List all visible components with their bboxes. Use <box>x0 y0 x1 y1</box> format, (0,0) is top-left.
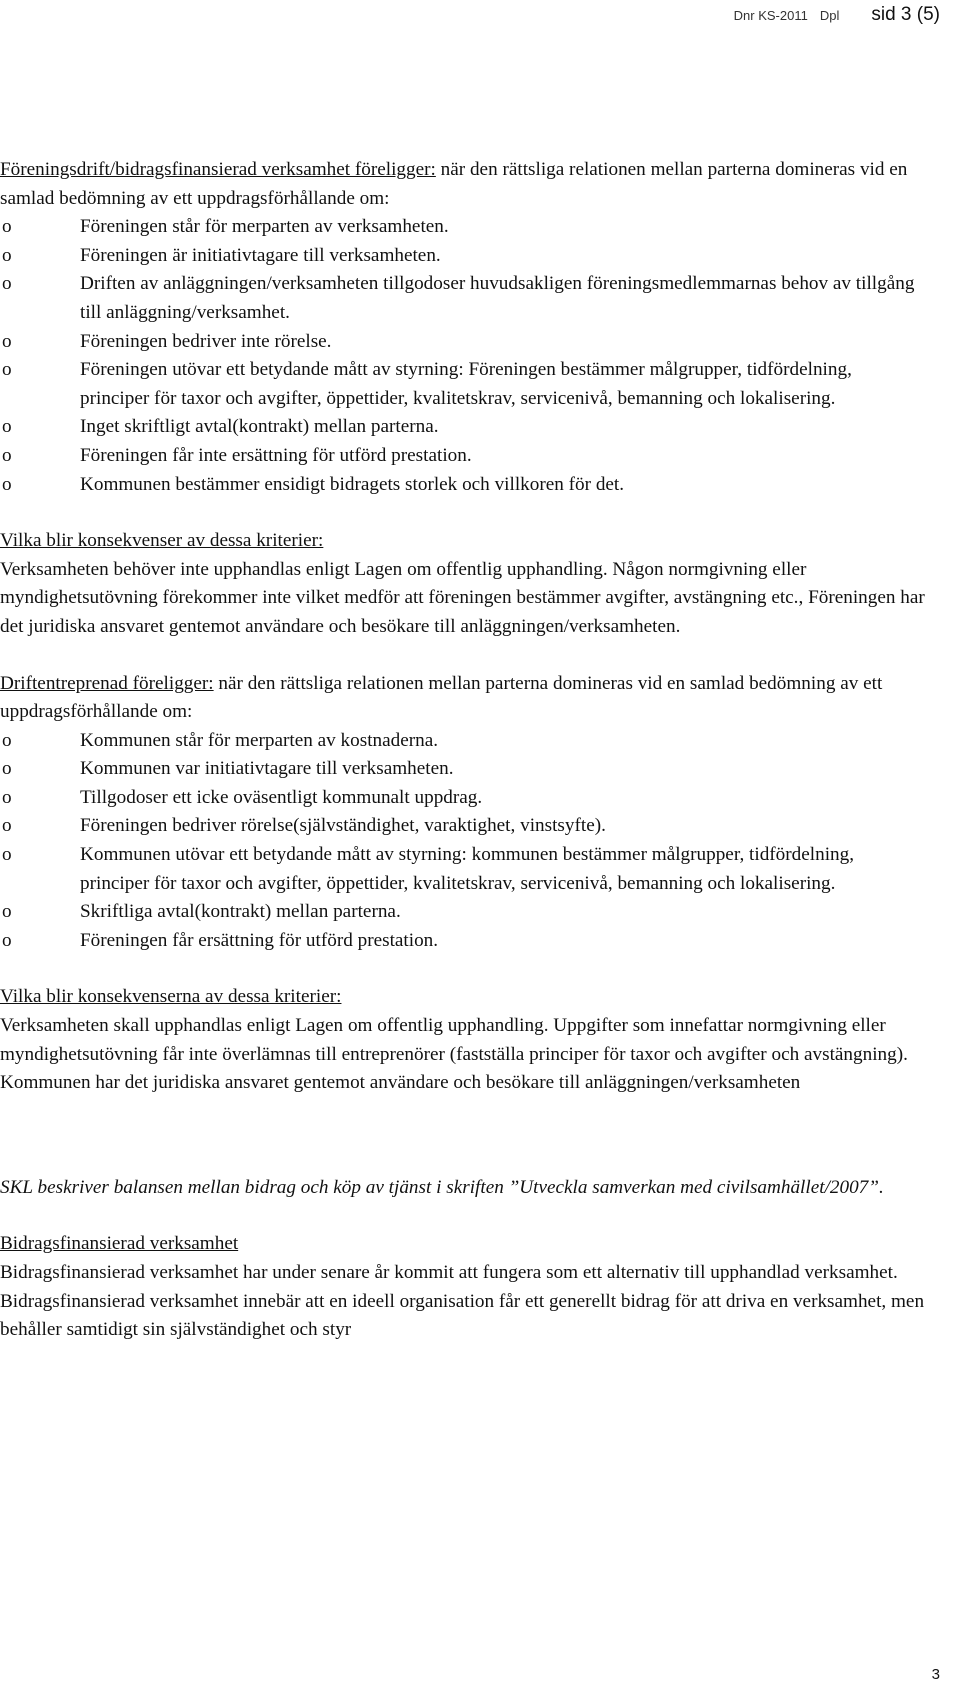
section2-consequences-heading: Vilka blir konsekvenserna av dessa kriterier: <box>0 986 342 1008</box>
section3-text: Bidragsfinansierad verksamhet har under senare år kommit att fungera som ett alternativ till upphandlad verksamhet. Bidragsfinansierad verksamhet innebär att en ideell organisation får ett generellt bidrag för att driva en verksamhet, men behåller samtidigt sin självständighet och styr <box>0 1262 925 1341</box>
list-item: o Föreningen står för merparten av verksamheten. <box>0 213 920 242</box>
section2-heading: Driftentreprenad föreligger: <box>0 672 214 694</box>
section1-intro <box>0 156 940 213</box>
document-body <box>0 156 940 1345</box>
section2-criteria-list <box>0 727 940 956</box>
list-item: o Kommunen var initiativtagare till verksamheten. <box>0 755 920 784</box>
list-item: o Kommunen står för merparten av kostnaderna. <box>0 727 920 756</box>
list-item: o Föreningen får ersättning för utförd prestation. <box>0 927 920 956</box>
list-item: o Föreningen utövar ett betydande mått av styrning: Föreningen bestämmer målgrupper, tidfördelning, principer för taxor och avgifter, öppettider, kvalitetskrav, servicenivå, bemanning och lokalisering. <box>0 356 920 413</box>
section1-consequences-heading: Vilka blir konsekvenser av dessa kriterier: <box>0 530 324 552</box>
page-header <box>734 0 940 30</box>
section1-criteria-list <box>0 213 940 499</box>
section2-intro-text: när den rättsliga relationen mellan parterna domineras vid en samlad bedömning av ett uppdragsförhållande om: <box>0 672 883 723</box>
header-dpl: Dpl <box>819 7 840 23</box>
section2-intro <box>0 670 940 727</box>
section3-heading: Bidragsfinansierad verksamhet <box>0 1233 239 1255</box>
list-item: o Föreningen bedriver rörelse(självständighet, varaktighet, vinstsyfte). <box>0 812 920 841</box>
page-number: 3 <box>931 1666 940 1683</box>
list-item: o Skriftliga avtal(kontrakt) mellan parterna. <box>0 898 920 927</box>
list-item: o Kommunen utövar ett betydande mått av styrning: kommunen bestämmer målgrupper, tidfördelning, principer för taxor och avgifter, öppettider, kvalitetskrav, servicenivå, bemanning och lokalisering. <box>0 841 920 898</box>
list-item: o Föreningen bedriver inte rörelse. <box>0 328 920 357</box>
section1-heading: Föreningsdrift/bidragsfinansierad verksamhet föreligger: <box>0 159 436 180</box>
skl-note: SKL beskriver balansen mellan bidrag och köp av tjänst i skriften ”Utveckla samverkan med civilsamhället/2007”. <box>0 1176 884 1198</box>
list-item: o Tillgodoser ett icke oväsentligt kommunalt uppdrag. <box>0 784 920 813</box>
header-dnr: Dnr KS-2011 <box>733 7 808 23</box>
section1-intro-text: när den rättsliga relationen mellan parterna domineras vid en samlad bedömning av ett uppdragsförhållande om: <box>0 159 908 209</box>
list-item: o Föreningen är initiativtagare till verksamheten. <box>0 242 920 271</box>
list-item: o Kommunen bestämmer ensidigt bidragets storlek och villkoren för det. <box>0 471 920 500</box>
list-item: o Inget skriftligt avtal(kontrakt) mellan parterna. <box>0 413 920 442</box>
section1-consequences-text: Verksamheten behöver inte upphandlas enligt Lagen om offentlig upphandling. Någon normgivning eller myndighetsutövning förekommer inte vilket medför att föreningen bestämmer avgifter, avstängning etc., Föreningen har det juridiska ansvaret gentemot användare och besökare till anläggningen/verksamheten. <box>0 558 925 637</box>
header-page-indicator: sid 3 (5) <box>871 4 940 25</box>
list-item: o Föreningen får inte ersättning för utförd prestation. <box>0 442 920 471</box>
section2-consequences-text: Verksamheten skall upphandlas enligt Lagen om offentlig upphandling. Uppgifter som innefattar normgivning eller myndighetsutövning får inte överlämnas till entreprenörer (fastställa principer för taxor och avgifter och avstängning). Kommunen har det juridiska ansvaret gentemot användare och besökare till anläggningen/verksamheten <box>0 1015 908 1094</box>
list-item: o Driften av anläggningen/verksamheten tillgodoser huvudsakligen föreningsmedlemmarnas behov av tillgång till anläggning/verksamhet. <box>0 270 920 327</box>
